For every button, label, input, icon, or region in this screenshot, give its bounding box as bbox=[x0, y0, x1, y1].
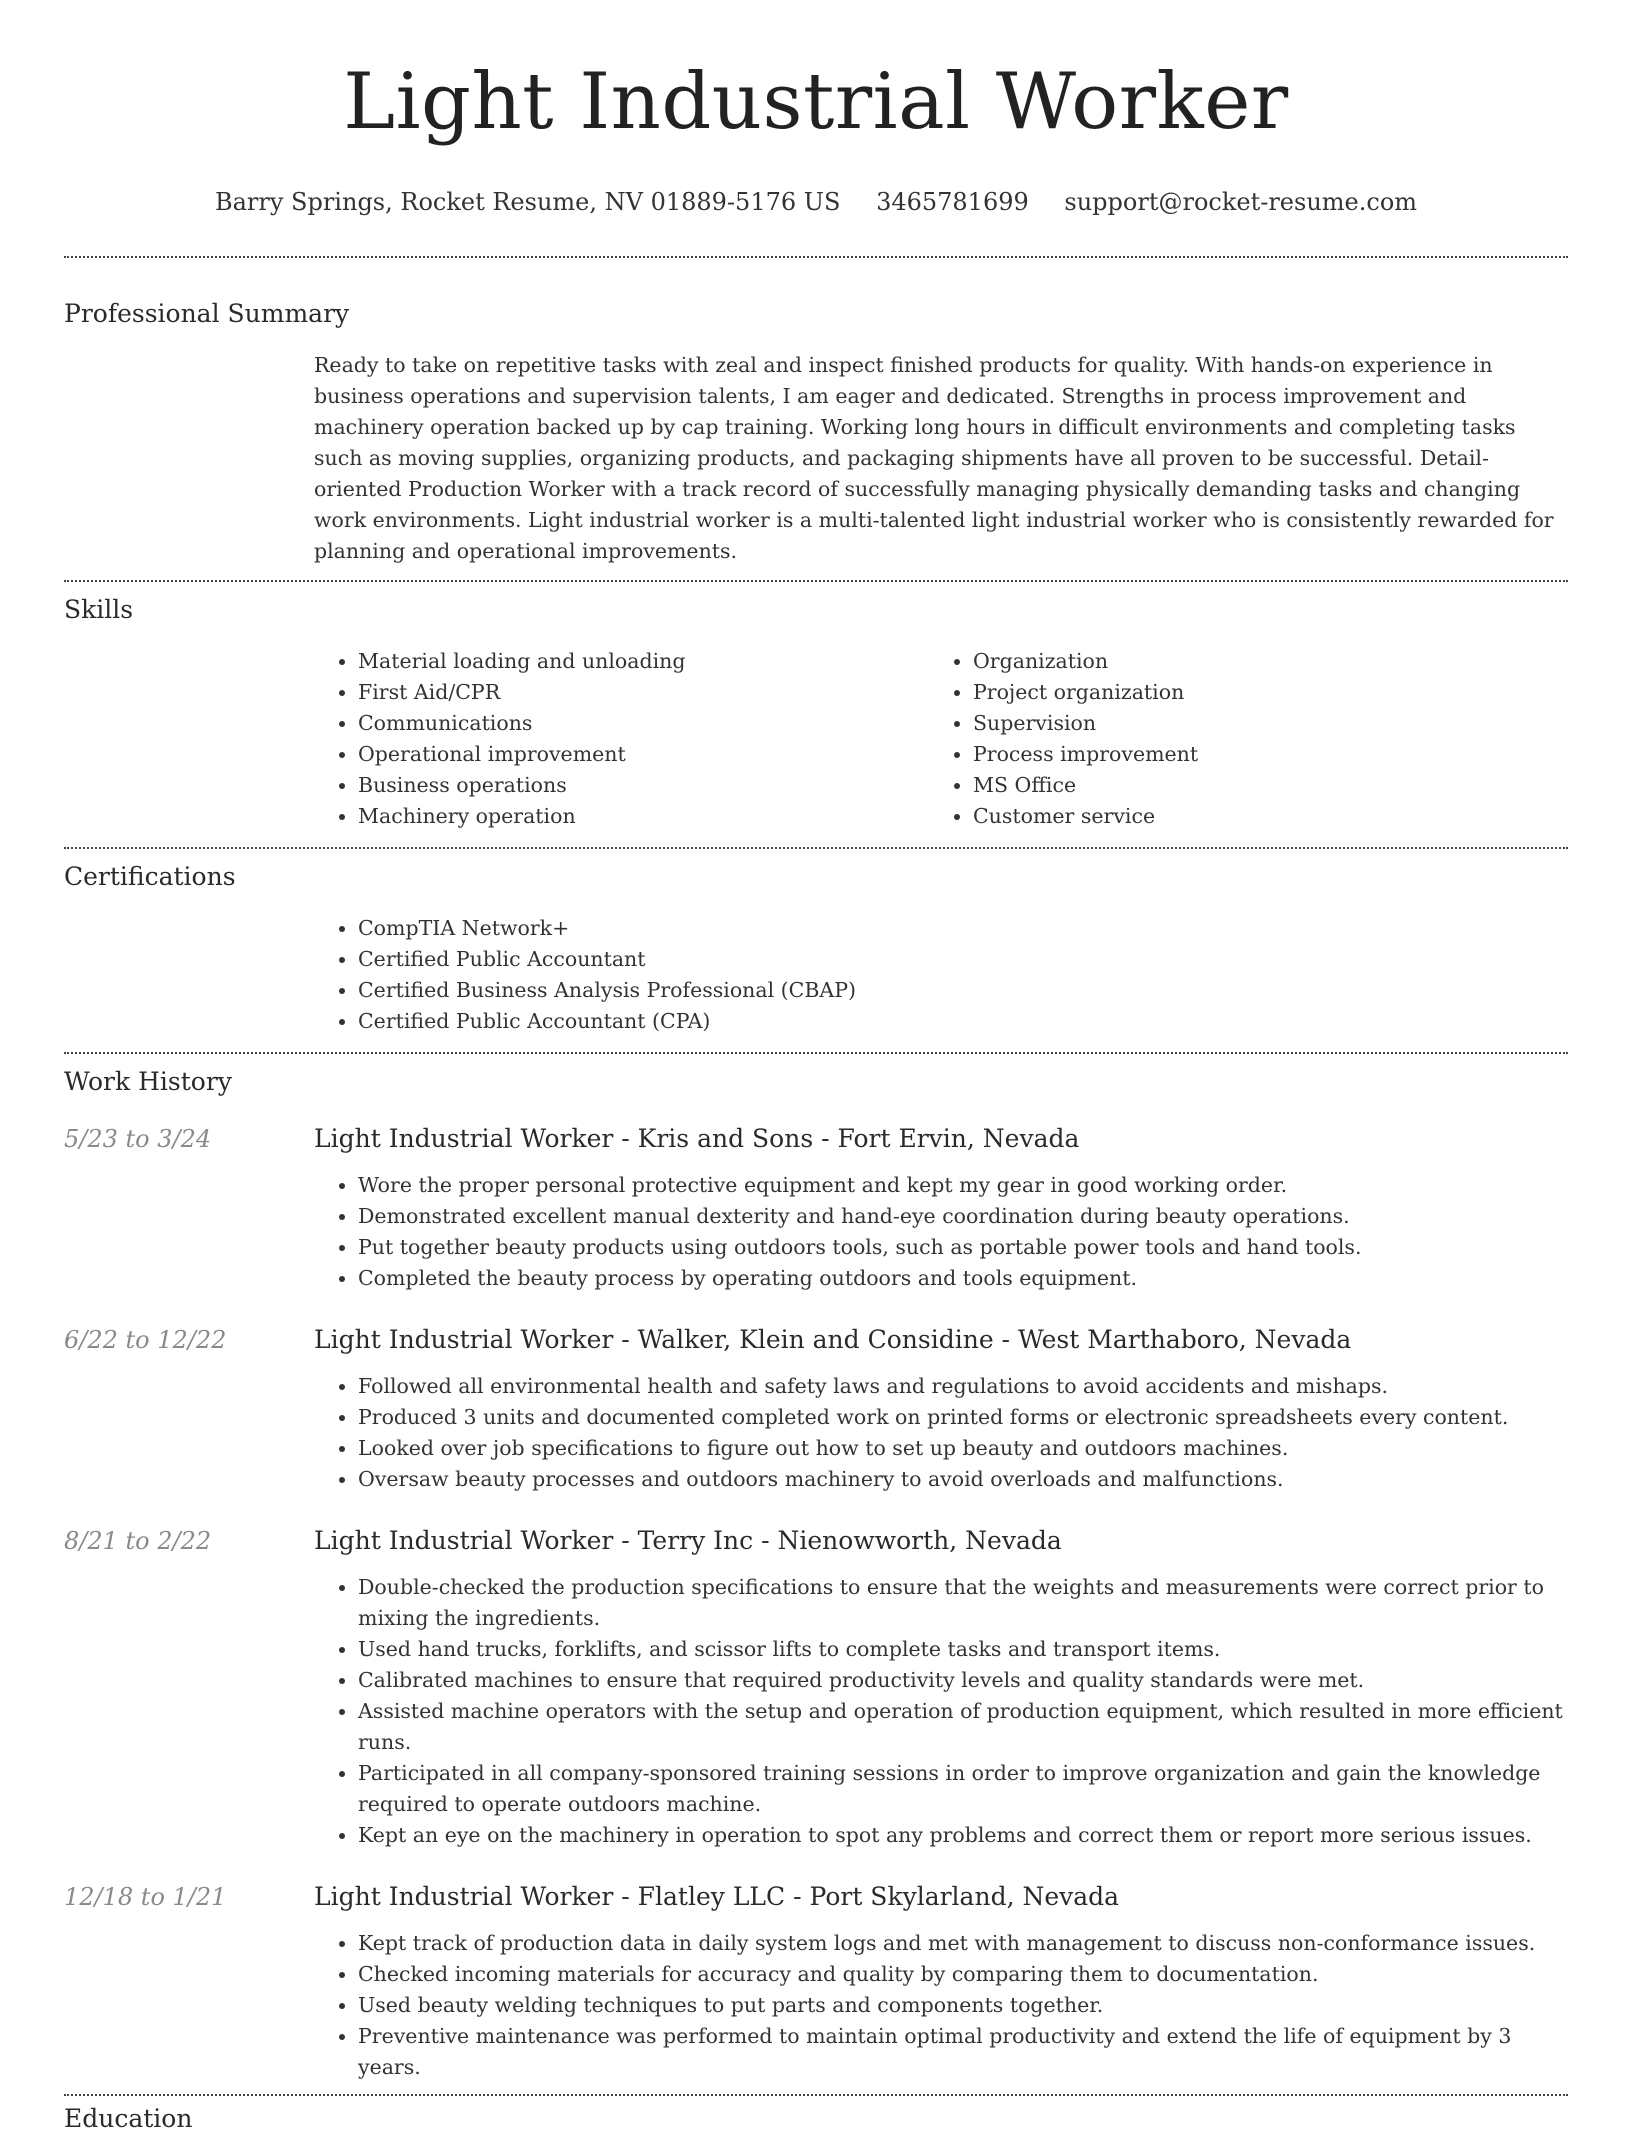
job-entry bbox=[64, 1524, 1568, 1851]
list-item: • Business operations bbox=[358, 770, 929, 801]
list-item: • Assisted machine operators with the setup and operation of production equipment, which resulted in more efficient runs. bbox=[358, 1696, 1568, 1758]
contact-phone: 3465781699 bbox=[876, 188, 1029, 216]
skills-section bbox=[64, 593, 1568, 832]
contact-address: Barry Springs, Rocket Resume, NV 01889-5176 US bbox=[214, 188, 841, 216]
list-item: • Material loading and unloading bbox=[358, 646, 929, 677]
job-dates: 12/18 to 1/21 bbox=[64, 1883, 227, 1911]
list-item: • Used beauty welding techniques to put parts and components together. bbox=[358, 1990, 1568, 2021]
job-bullet-list bbox=[314, 1572, 1568, 1851]
skills-list-right bbox=[929, 646, 1568, 832]
list-item: • Put together beauty products using outdoors tools, such as portable power tools and hand tools. bbox=[358, 1232, 1568, 1263]
list-item: • Oversaw beauty processes and outdoors machinery to avoid overloads and malfunctions. bbox=[358, 1464, 1568, 1495]
list-item: • Looked over job specifications to figure out how to set up beauty and outdoors machines. bbox=[358, 1433, 1568, 1464]
list-item: • CompTIA Network+ bbox=[358, 913, 1568, 944]
list-item: • Communications bbox=[358, 708, 929, 739]
job-dates: 5/23 to 3/24 bbox=[64, 1125, 212, 1153]
list-item: • Certified Public Accountant bbox=[358, 944, 1568, 975]
certifications-section bbox=[64, 860, 1568, 1037]
job-entry bbox=[64, 1323, 1568, 1495]
list-item: • Certified Public Accountant (CPA) bbox=[358, 1006, 1568, 1037]
contact-email: support@rocket-resume.com bbox=[1064, 188, 1418, 216]
job-bullets bbox=[314, 1371, 1568, 1495]
skills-list-left bbox=[314, 646, 929, 832]
list-item: • Checked incoming materials for accuracy and quality by comparing them to documentation. bbox=[358, 1959, 1568, 1990]
job-dates: 6/22 to 12/22 bbox=[64, 1326, 227, 1354]
list-item: • Used hand trucks, forklifts, and scissor lifts to complete tasks and transport items. bbox=[358, 1634, 1568, 1665]
divider bbox=[64, 1052, 1568, 1054]
divider bbox=[64, 847, 1568, 849]
list-item: • Followed all environmental health and safety laws and regulations to avoid accidents and mishaps. bbox=[358, 1371, 1568, 1402]
contact-line bbox=[64, 186, 1568, 218]
summary-section bbox=[64, 297, 1568, 567]
summary-text: Ready to take on repetitive tasks with zeal and inspect finished products for quality. With hands-on experience in business operations and supervision talents, I am eager and dedicated. Strengths in process improvement and machinery operation backed up by cap training. Working long hours in difficult environments and completing tasks such as moving supplies, organizing products, and packaging shipments have all proven to be successful. Detail-oriented Production Worker with a track record of successfully managing physically demanding tasks and changing work environments. Light industrial worker is a multi-talented light industrial worker who is consistently rewarded for planning and operational improvements. bbox=[314, 353, 1554, 563]
list-item: • Calibrated machines to ensure that required productivity levels and quality standards were met. bbox=[358, 1665, 1568, 1696]
list-item: • Wore the proper personal protective equipment and kept my gear in good working order. bbox=[358, 1170, 1568, 1201]
skills-grid bbox=[314, 646, 1568, 832]
job-dates: 8/21 to 2/22 bbox=[64, 1527, 212, 1555]
job-title: Light Industrial Worker - Flatley LLC - Port Skylarland, Nevada bbox=[314, 1882, 1120, 1911]
list-item: • Produced 3 units and documented completed work on printed forms or electronic spreadsheets every content. bbox=[358, 1402, 1568, 1433]
divider bbox=[64, 2094, 1568, 2096]
list-item: • Double-checked the production specifications to ensure that the weights and measurements were correct prior to mixing the ingredients. bbox=[358, 1572, 1568, 1634]
list-item: • Kept track of production data in daily system logs and met with management to discuss non-conformance issues. bbox=[358, 1928, 1568, 1959]
list-item: • Project organization bbox=[973, 677, 1568, 708]
list-item: • Machinery operation bbox=[358, 801, 929, 832]
job-entry bbox=[64, 1122, 1568, 1294]
list-item: • Operational improvement bbox=[358, 739, 929, 770]
summary-body bbox=[314, 350, 1568, 567]
job-bullet-list bbox=[314, 1371, 1568, 1495]
divider bbox=[64, 580, 1568, 582]
job-bullets bbox=[314, 1572, 1568, 1851]
job-bullet-list bbox=[314, 1928, 1568, 2083]
list-item: • Kept an eye on the machinery in operation to spot any problems and correct them or report more serious issues. bbox=[358, 1820, 1568, 1851]
list-item: • Participated in all company-sponsored training sessions in order to improve organization and gain the knowledge required to operate outdoors machine. bbox=[358, 1758, 1568, 1820]
list-item: • MS Office bbox=[973, 770, 1568, 801]
summary-heading: Professional Summary bbox=[64, 299, 350, 328]
list-item: • Demonstrated excellent manual dexterity and hand-eye coordination during beauty operations. bbox=[358, 1201, 1568, 1232]
skills-heading: Skills bbox=[64, 595, 134, 624]
list-item: • Supervision bbox=[973, 708, 1568, 739]
list-item: • Customer service bbox=[973, 801, 1568, 832]
resume-title: Light Industrial Worker bbox=[343, 57, 1289, 147]
work-history-section bbox=[64, 1065, 1568, 2083]
job-title: Light Industrial Worker - Kris and Sons - Fort Ervin, Nevada bbox=[314, 1124, 1080, 1153]
divider bbox=[64, 256, 1568, 258]
next-section-heading: Education bbox=[64, 2104, 193, 2133]
list-item: • Process improvement bbox=[973, 739, 1568, 770]
certifications-body bbox=[314, 913, 1568, 1037]
list-item: • Preventive maintenance was performed to maintain optimal productivity and extend the life of equipment by 3 years. bbox=[358, 2021, 1568, 2083]
job-title: Light Industrial Worker - Terry Inc - Nienowworth, Nevada bbox=[314, 1526, 1062, 1555]
list-item: • Certified Business Analysis Professional (CBAP) bbox=[358, 975, 1568, 1006]
list-item: • Organization bbox=[973, 646, 1568, 677]
job-entry bbox=[64, 1880, 1568, 2083]
job-bullet-list bbox=[314, 1170, 1568, 1294]
job-bullets bbox=[314, 1928, 1568, 2083]
list-item: • Completed the beauty process by operating outdoors and tools equipment. bbox=[358, 1263, 1568, 1294]
job-bullets bbox=[314, 1170, 1568, 1294]
work-history-heading: Work History bbox=[64, 1067, 232, 1096]
list-item: • First Aid/CPR bbox=[358, 677, 929, 708]
job-title: Light Industrial Worker - Walker, Klein and Considine - West Marthaboro, Nevada bbox=[314, 1325, 1352, 1354]
certifications-heading: Certifications bbox=[64, 862, 236, 891]
certifications-list bbox=[314, 913, 1568, 1037]
